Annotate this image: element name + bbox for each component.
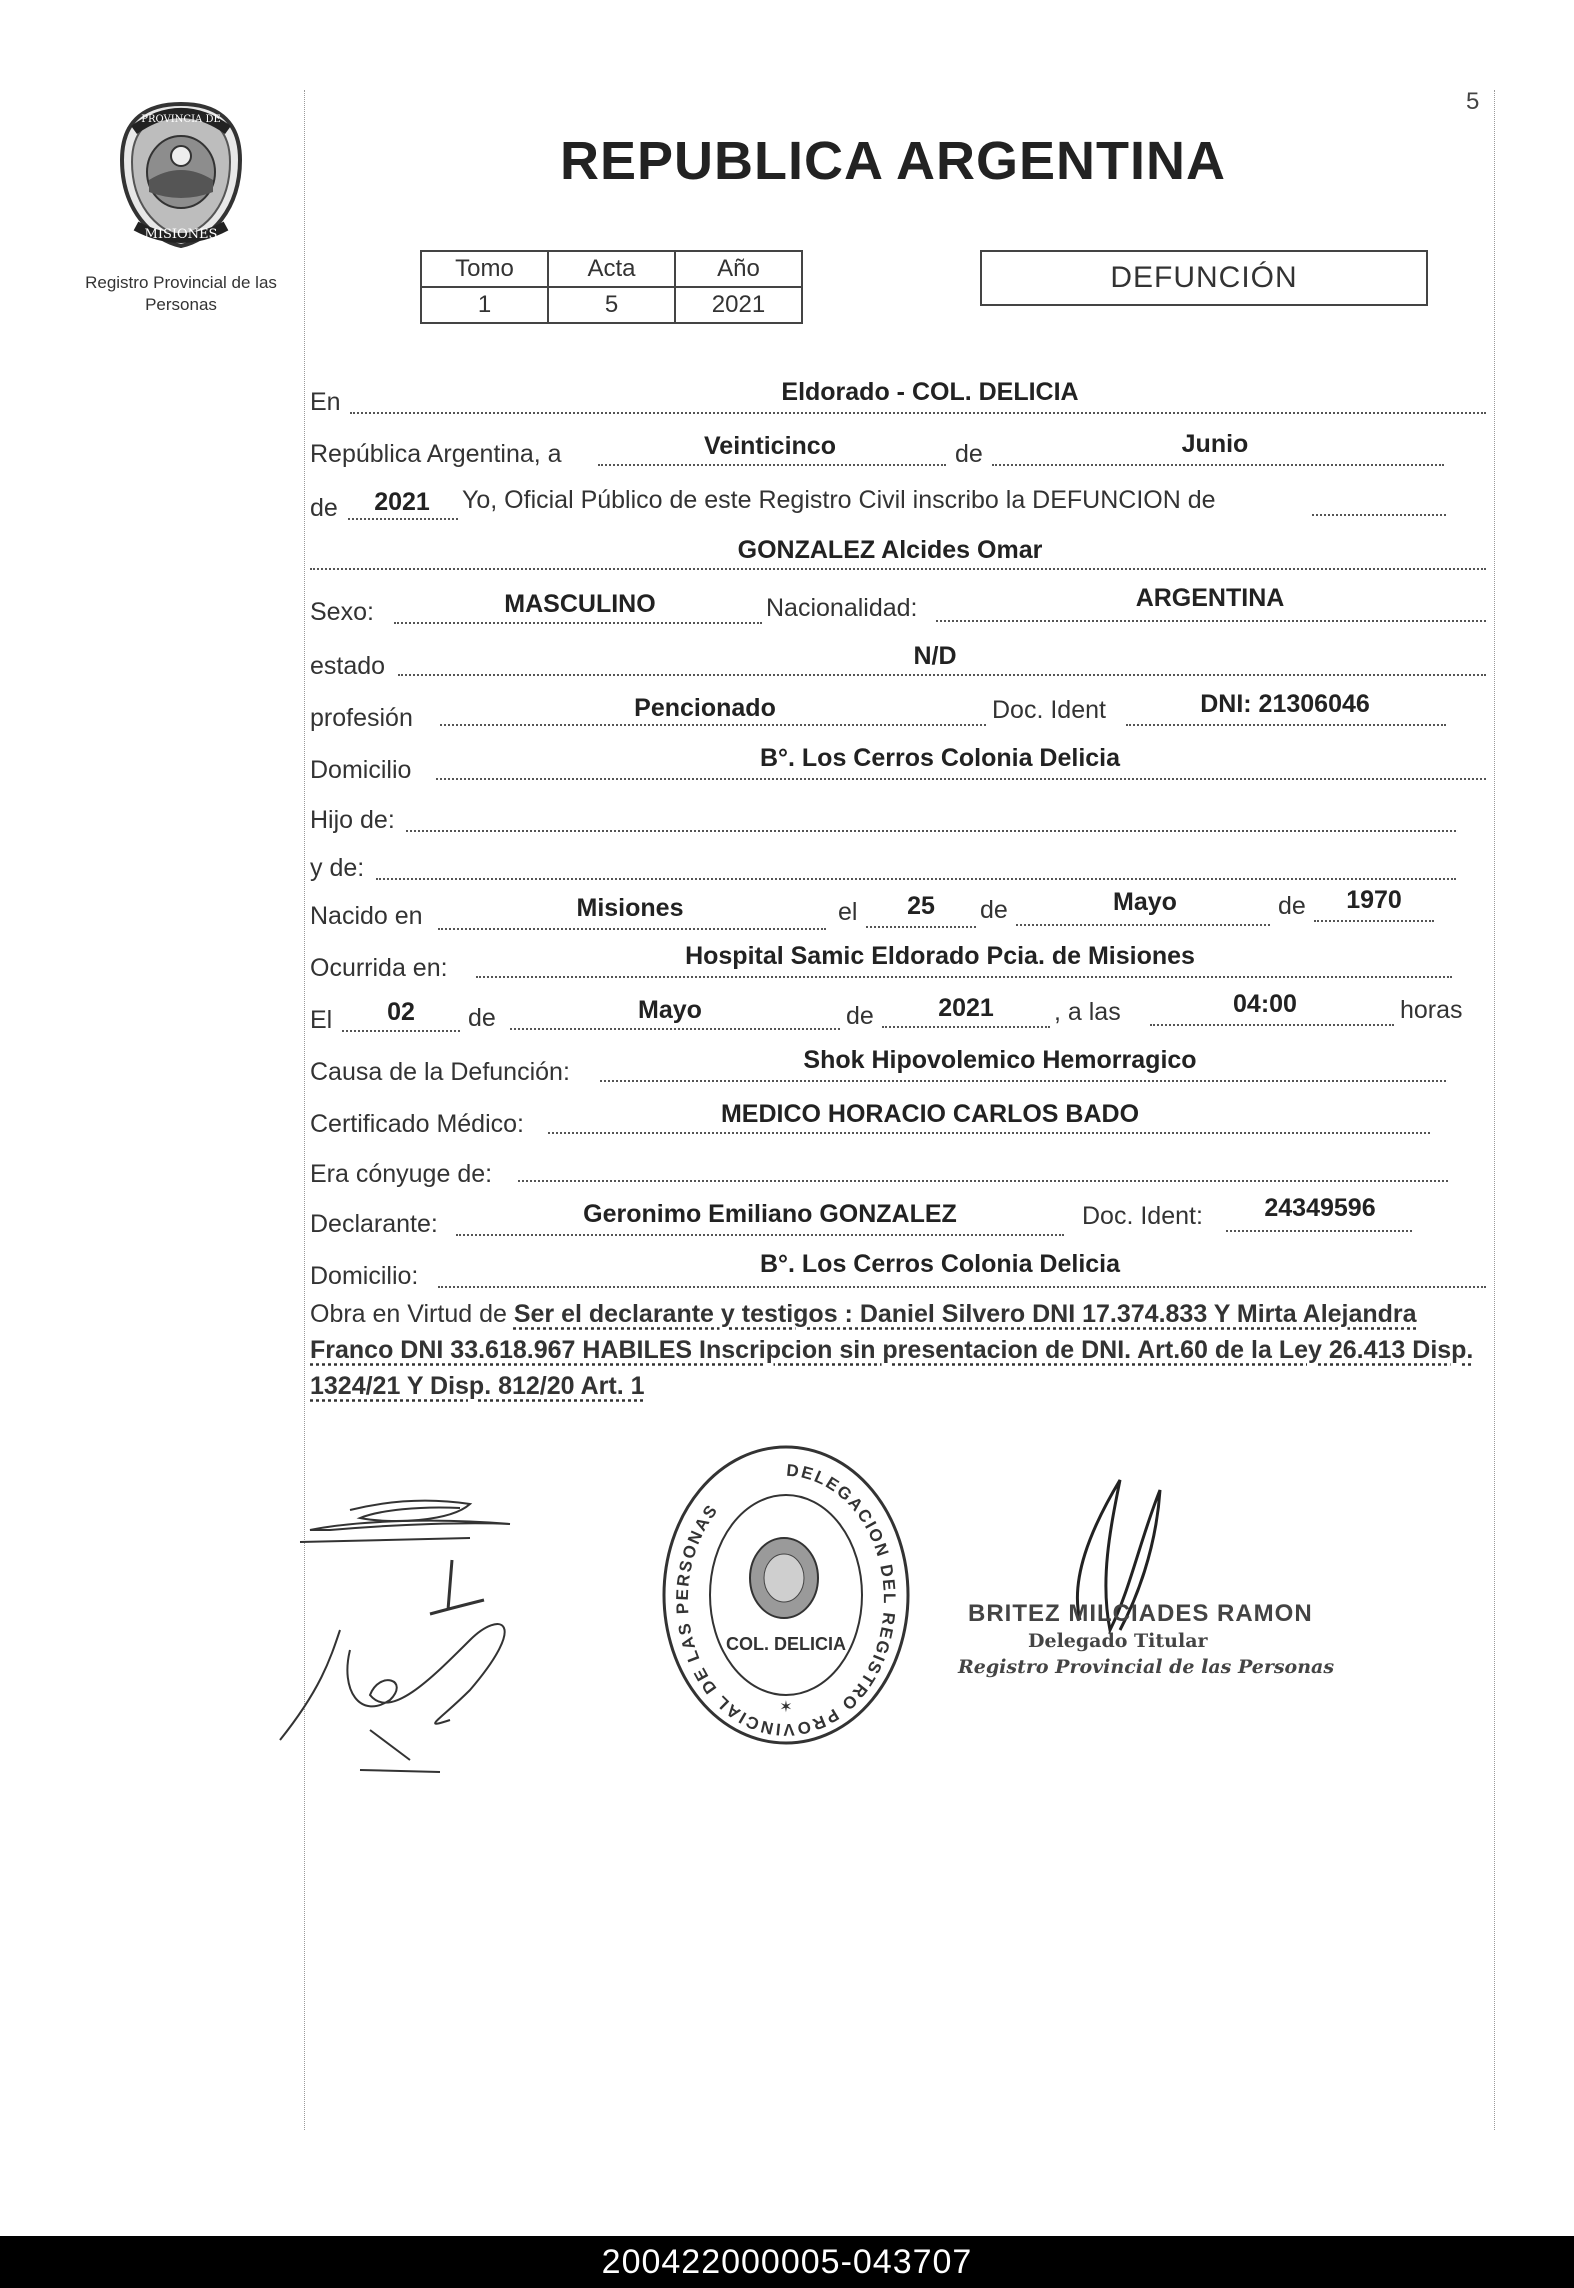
value-domicilio2: B°. Los Cerros Colonia Delicia [759,1250,1121,1278]
registro-caption: Registro Provincial de las Personas [85,273,277,314]
label-declarante: Declarante: [310,1210,438,1238]
svg-text:✶: ✶ [779,1697,793,1716]
value-def-anio: 2021 [938,994,994,1022]
label-de-3: de [980,896,1008,924]
left-margin-line [304,90,305,2130]
value-nac-mes: Mayo [1113,888,1177,916]
label-domicilio: Domicilio [310,756,412,784]
value-cert: MEDICO HORACIO CARLOS BADO [720,1100,1140,1128]
label-domicilio2: Domicilio: [310,1262,419,1290]
value-doc2: 24349596 [1264,1194,1376,1222]
value-estado: N/D [913,642,957,670]
right-margin-line [1494,90,1495,2130]
svg-text:DELEGACION DEL REGISTRO PROVIN: DELEGACION DEL REGISTRO PROVINCIAL DE LAS PERSONAS [672,1460,899,1740]
value-sexo: MASCULINO [504,590,656,618]
page-title: REPUBLICA ARGENTINA [560,131,1226,191]
label-yo: Yo, Oficial Público de este Registro Civil inscribo la DEFUNCION de [462,486,1216,514]
value-en: Eldorado - COL. DELICIA [781,378,1079,406]
label-nacido: Nacido en [310,902,423,930]
label-causa: Causa de la Defunción: [310,1058,570,1086]
value-declarante: Geronimo Emiliano GONZALEZ [583,1200,957,1228]
official-name: BRITEZ MILCIADES RAMON [968,1600,1313,1627]
header-anio: Año [675,251,802,287]
value-hora: 04:00 [1233,990,1297,1018]
label-de-4: de [1278,892,1306,920]
label-doc2: Doc. Ident: [1082,1202,1203,1230]
label-cert: Certificado Médico: [310,1110,524,1138]
label-sexo: Sexo: [310,598,374,626]
value-profesion: Pencionado [634,694,776,722]
label-profesion: profesión [310,704,413,732]
page-number: 5 [1466,88,1480,115]
value-dia-letras: Veinticinco [704,432,836,460]
misiones-emblem-icon [114,100,248,250]
value-obra: Ser el declarante y testigos : Daniel Silvero DNI 17.374.833 Y Mirta Alejandra Franco DNI 33.618.967 HABILES Inscripcion sin presentacion de DNI. Art.60 de la Ley 26.413 Disp. 1324/21 Y Disp. 812/20 Art. 1 [310,1300,1474,1400]
official-title: Delegado Titular [1028,1630,1208,1652]
value-nac-anio: 1970 [1346,886,1402,914]
svg-text:PROVINCIA DE: PROVINCIA DE [141,114,221,125]
value-domicilio: B°. Los Cerros Colonia Delicia [759,744,1121,772]
obra-en-virtud-paragraph [310,1296,1486,1404]
label-el-1: el [838,898,858,926]
svg-text:MISIONES: MISIONES [144,227,218,242]
value-acta: 5 [548,287,675,323]
value-anio: 2021 [675,287,802,323]
doc-type-box: DEFUNCIÓN [980,250,1428,306]
official-org: Registro Provincial de las Personas [958,1656,1335,1678]
label-el-2: El [310,1006,333,1034]
label-a-las: , a las [1054,998,1121,1026]
label-ocurrida: Ocurrida en: [310,954,448,982]
label-conyuge: Era cónyuge de: [310,1160,493,1188]
label-en: En [310,388,341,416]
label-horas: horas [1400,996,1463,1024]
label-y-de: y de: [310,854,365,882]
label-estado: estado [310,652,386,680]
label-hijo: Hijo de: [310,806,395,834]
value-tomo: 1 [421,287,548,323]
registry-stamp-icon [656,1440,916,1750]
value-nac-dia: 25 [907,892,935,920]
value-nacionalidad: ARGENTINA [1135,584,1285,612]
witness-signatures-icon [270,1480,570,1790]
label-de-2: de [310,494,338,522]
label-nacionalidad: Nacionalidad: [766,594,918,622]
value-ocurrida: Hospital Samic Eldorado Pcia. de Misiones [685,942,1195,970]
value-mes: Junio [1181,430,1249,458]
label-de-6: de [846,1002,874,1030]
value-def-dia: 02 [387,998,415,1026]
value-anio: 2021 [374,488,430,516]
value-nombre: GONZALEZ Alcides Omar [737,536,1043,564]
svg-text:COL. DELICIA: COL. DELICIA [726,1634,846,1654]
label-rep: República Argentina, a [310,440,562,468]
value-causa: Shok Hipovolemico Hemorragico [803,1046,1197,1074]
value-nacido-lugar: Misiones [576,894,684,922]
label-obra: Obra en Virtud de [310,1300,507,1328]
label-doc: Doc. Ident [992,696,1106,724]
label-de-1: de [955,440,983,468]
label-de-5: de [468,1004,496,1032]
header-tomo: Tomo [421,251,548,287]
footer-document-code: 200422000005-043707 [0,2236,1574,2288]
registry-table [420,250,803,324]
header-acta: Acta [548,251,675,287]
value-doc: DNI: 21306046 [1200,690,1370,718]
value-def-mes: Mayo [638,996,702,1024]
